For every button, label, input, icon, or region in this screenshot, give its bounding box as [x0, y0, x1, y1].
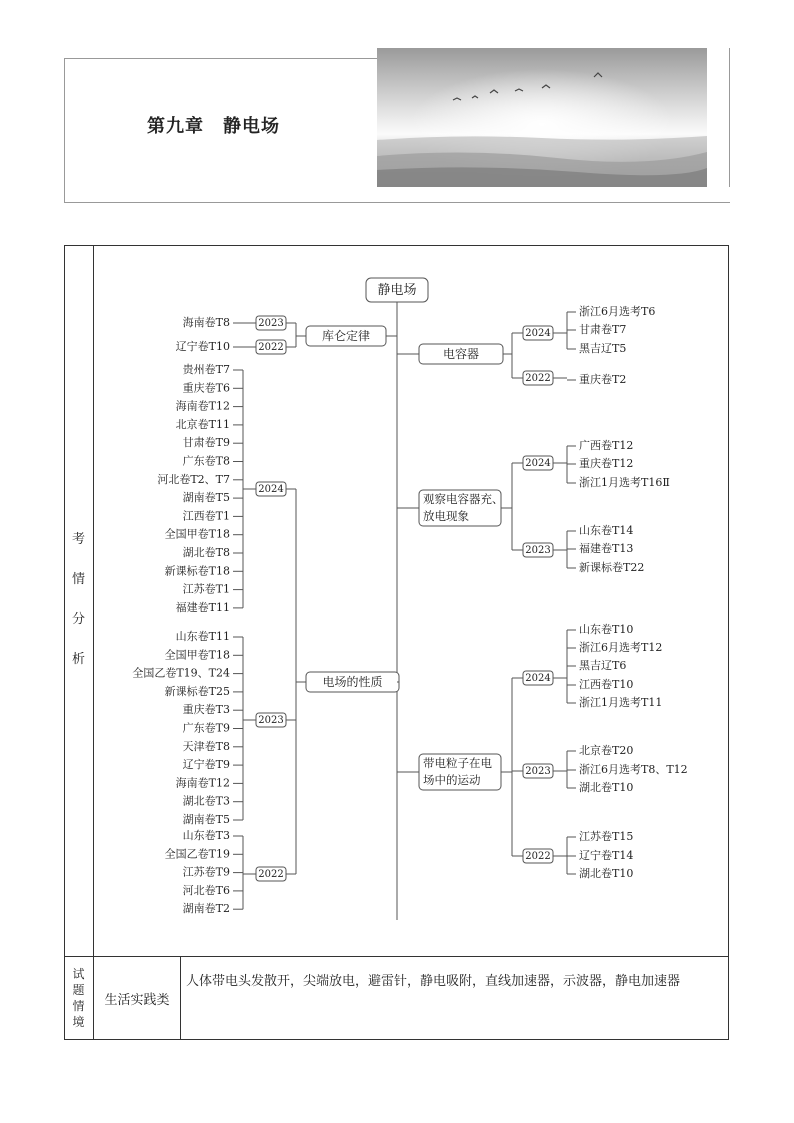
context-label-char: 试: [72, 967, 85, 981]
topic-label: 观察电容器充、: [423, 492, 504, 506]
leaf-label: 湖南卷T5: [182, 491, 230, 505]
leaf-label: 全国甲卷T18: [164, 648, 230, 662]
side-label-char: 析: [71, 652, 85, 667]
year-label: 2024: [525, 328, 551, 339]
year-label: 2022: [525, 851, 551, 862]
topic-label: 电容器: [442, 347, 480, 361]
topic-label: 库仑定律: [321, 329, 371, 343]
leaf-label: 重庆卷T2: [579, 373, 627, 386]
side-label-char: 情: [71, 572, 85, 587]
chapter-title: 第九章 静电场: [147, 116, 280, 137]
leaf-label: 甘肃卷T7: [579, 323, 627, 336]
leaf-label: 浙江6月选考T8、T12: [579, 763, 688, 776]
leaf-label: 北京卷T20: [579, 744, 634, 757]
leaf-label: 江苏卷T1: [182, 582, 230, 596]
topic-label: 场中的运动: [423, 773, 481, 787]
root-label: 静电场: [377, 283, 417, 298]
leaf-label: 辽宁卷T10: [175, 340, 230, 353]
leaf-label: 甘肃卷T9: [182, 436, 230, 450]
side-label-char: 考: [71, 532, 85, 547]
year-label: 2023: [258, 715, 284, 726]
leaf-label: 全国乙卷T19、T24: [132, 666, 230, 680]
leaf-label: 浙江6月选考T6: [579, 305, 656, 318]
context-label-char: 境: [72, 1015, 85, 1029]
leaf-label: 河北卷T2、T7: [157, 472, 230, 486]
context-label-char: 题: [72, 983, 85, 997]
leaf-label: 黑吉辽T6: [579, 659, 627, 672]
year-label: 2022: [525, 373, 551, 384]
year-label: 2024: [258, 484, 284, 495]
leaf-label: 海南卷T12: [175, 776, 230, 790]
leaf-label: 新课标卷T25: [164, 684, 230, 698]
leaf-label: 重庆卷T3: [182, 703, 230, 717]
side-label-char: 分: [71, 612, 85, 627]
leaf-label: 辽宁卷T9: [182, 758, 230, 772]
leaf-label: 江西卷T1: [182, 509, 230, 523]
topic-label: 放电现象: [423, 509, 469, 523]
year-label: 2023: [525, 545, 551, 556]
leaf-label: 贵州卷T7: [182, 363, 230, 376]
leaf-label: 海南卷T8: [182, 316, 230, 329]
leaf-label: 广东卷T9: [182, 721, 230, 735]
leaf-label: 湖北卷T10: [579, 867, 634, 880]
leaf-label: 北京卷T11: [175, 417, 230, 431]
year-label: 2022: [258, 869, 284, 880]
leaf-label: 湖南卷T2: [182, 902, 230, 916]
context-category: 生活实践类: [104, 992, 170, 1008]
year-label: 2023: [525, 766, 551, 777]
context-label-char: 情: [72, 999, 85, 1013]
leaf-label: 山东卷T11: [175, 630, 230, 643]
leaf-label: 湖北卷T3: [182, 794, 230, 808]
topic-label: 带电粒子在电: [423, 756, 492, 770]
leaf-label: 河北卷T6: [182, 883, 230, 897]
context-content: 人体带电头发散开，尖端放电，避雷针，静电吸附，直线加速器，示波器，静电加速器: [186, 974, 681, 989]
leaf-label: 新课标卷T18: [164, 564, 230, 578]
leaf-label: 山东卷T10: [579, 623, 634, 636]
leaf-label: 浙江1月选考T16Ⅱ: [579, 476, 670, 489]
leaf-label: 浙江1月选考T11: [579, 696, 663, 709]
leaf-label: 重庆卷T12: [579, 457, 634, 470]
leaf-label: 重庆卷T6: [182, 381, 230, 395]
year-label: 2024: [525, 673, 551, 684]
leaf-label: 山东卷T3: [182, 829, 230, 842]
leaf-label: 福建卷T11: [175, 600, 230, 614]
leaf-label: 天津卷T8: [182, 739, 230, 753]
leaf-label: 全国甲卷T18: [164, 527, 230, 541]
year-label: 2022: [258, 342, 284, 353]
topic-label: 电场的性质: [322, 675, 383, 689]
leaf-label: 浙江6月选考T12: [579, 641, 663, 654]
leaf-label: 辽宁卷T14: [579, 849, 634, 862]
leaf-label: 山东卷T14: [579, 524, 634, 537]
leaf-label: 湖北卷T8: [182, 546, 230, 559]
leaf-label: 广东卷T8: [182, 454, 230, 468]
leaf-label: 江苏卷T15: [579, 830, 634, 843]
leaf-label: 广西卷T12: [579, 439, 634, 452]
leaf-label: 海南卷T12: [175, 399, 230, 413]
leaf-label: 新课标卷T22: [579, 561, 645, 574]
leaf-label: 福建卷T13: [579, 542, 634, 555]
year-label: 2024: [525, 458, 551, 469]
leaf-label: 江西卷T10: [579, 678, 634, 691]
leaf-label: 全国乙卷T19: [164, 847, 230, 861]
leaf-label: 湖南卷T5: [182, 813, 230, 826]
leaf-label: 湖北卷T10: [579, 781, 634, 794]
leaf-label: 江苏卷T9: [182, 865, 230, 879]
year-label: 2023: [258, 318, 284, 329]
leaf-label: 黑吉辽T5: [579, 342, 627, 355]
